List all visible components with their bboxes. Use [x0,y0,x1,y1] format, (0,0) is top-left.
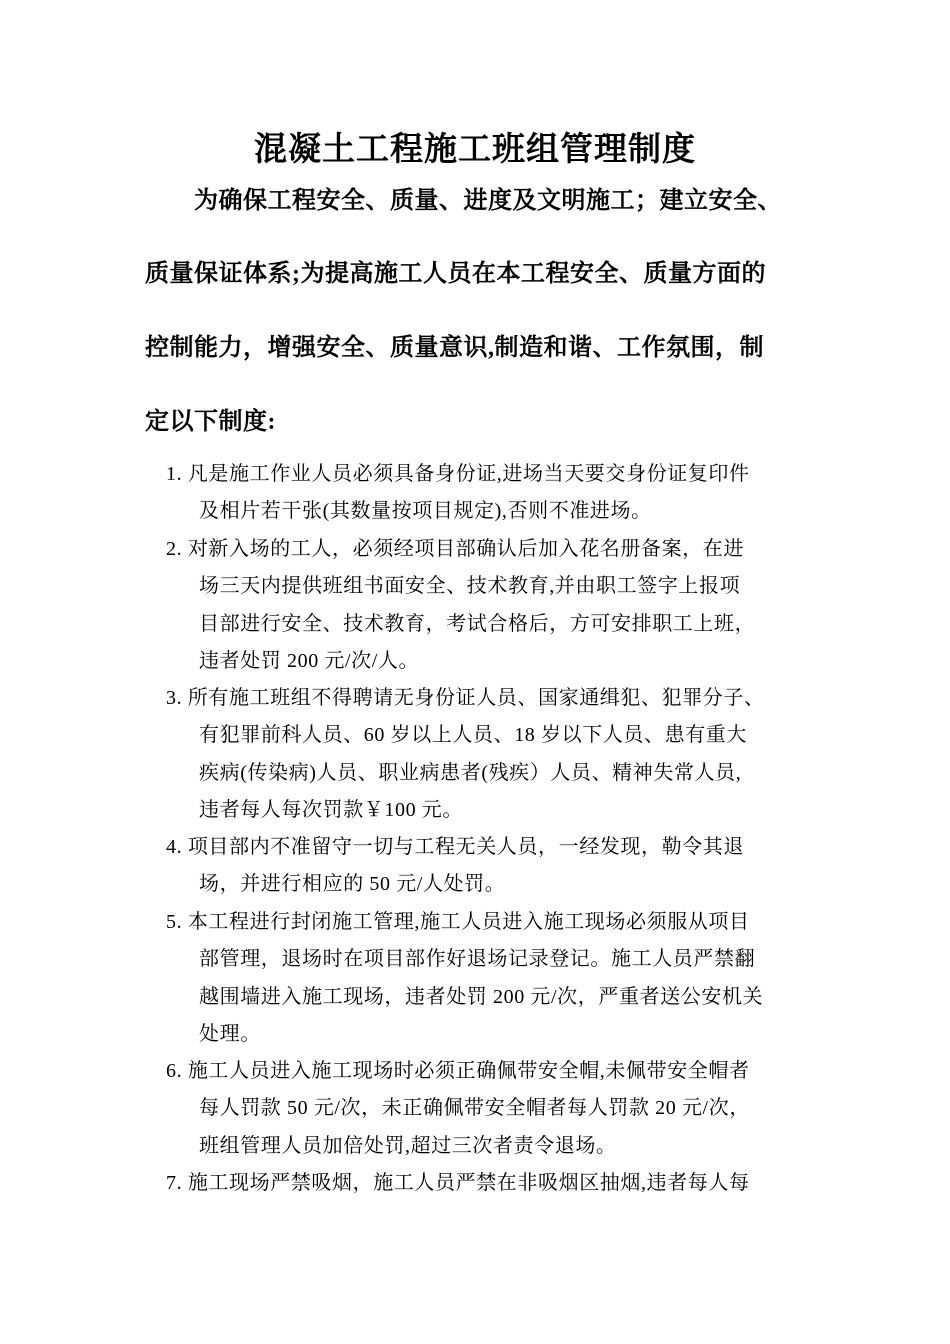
list-item-number: 7. [166,1172,183,1194]
document-title: 混凝土工程施工班组管理制度 [254,132,696,168]
list-item-text: 本工程进行封闭施工管理,施工人员进入施工现场必须服从项目 [187,911,750,933]
list-item-text: 班组管理人员加倍处罚,超过三次者责令退场。 [199,1135,617,1157]
intro-line: 质量保证体系;为提高施工人员在本工程安全、质量方面的 [145,261,766,287]
list-item-5 [166,908,750,936]
list-item-text: 目部进行安全、技术教育，考试合格后，方可安排职工上班， [199,613,756,635]
list-item-text: 疾病(传染病)人员、职业病患者(残疾）人员、精神失常人员, [199,762,742,784]
list-item-text: 部管理，退场时在项目部作好退场记录登记。施工人员严禁翻 [199,948,756,970]
intro-line: 控制能力，增强安全、质量意识,制造和谐、工作氛围，制 [145,335,764,361]
list-item-text: 越围墙进入施工现场，违者处罚 200 元/次，严重者送公安机关 [199,986,764,1008]
intro-line: 定以下制度: [145,409,276,435]
list-item-number: 1. [166,463,183,485]
list-item-3 [166,684,765,712]
list-item-7 [166,1169,750,1197]
list-item-number: 6. [166,1060,183,1082]
list-item-text: 场，并进行相应的 50 元/人处罚。 [199,873,506,895]
list-item-4 [166,833,744,861]
list-item-number: 5. [166,911,183,933]
list-item-number: 3. [166,687,183,709]
list-item-text: 对新入场的工人，必须经项目部确认后加入花名册备案，在进 [187,538,745,560]
list-item-text: 处理。 [199,1023,261,1045]
intro-line: 为确保工程安全、质量、进度及文明施工；建立安全、 [194,188,782,214]
list-item-number: 2. [166,538,183,560]
list-item-number: 4. [166,836,183,858]
list-item-text: 每人罚款 50 元/次，未正确佩带安全帽者每人罚款 20 元/次， [199,1097,750,1119]
list-item-text: 凡是施工作业人员必须具备身份证,进场当天要交身份证复印件 [187,463,750,485]
list-item-6 [166,1057,750,1085]
list-item-text: 项目部内不准留守一切与工程无关人员，一经发现，勒令其退 [187,836,745,858]
list-item-text: 有犯罪前科人员、60 岁以上人员、18 岁以下人员、患有重大 [199,724,747,746]
list-item-text: 施工现场严禁吸烟，施工人员严禁在非吸烟区抽烟,违者每人每 [187,1172,750,1194]
list-item-text: 场三天内提供班组书面安全、技术教育,并由职工签字上报项 [199,575,741,597]
list-item-text: 施工人员进入施工现场时必须正确佩带安全帽,未佩带安全帽者 [187,1060,750,1082]
list-item-text: 违者每人每次罚款￥100 元。 [199,799,463,821]
list-item-text: 所有施工班组不得聘请无身份证人员、国家通缉犯、犯罪分子、 [187,687,765,709]
list-item-2 [166,535,744,563]
list-item-text: 违者处罚 200 元/次/人。 [199,650,420,672]
list-item-1 [166,460,750,488]
list-item-text: 及相片若干张(其数量按项目规定),否则不准进场。 [199,500,652,522]
